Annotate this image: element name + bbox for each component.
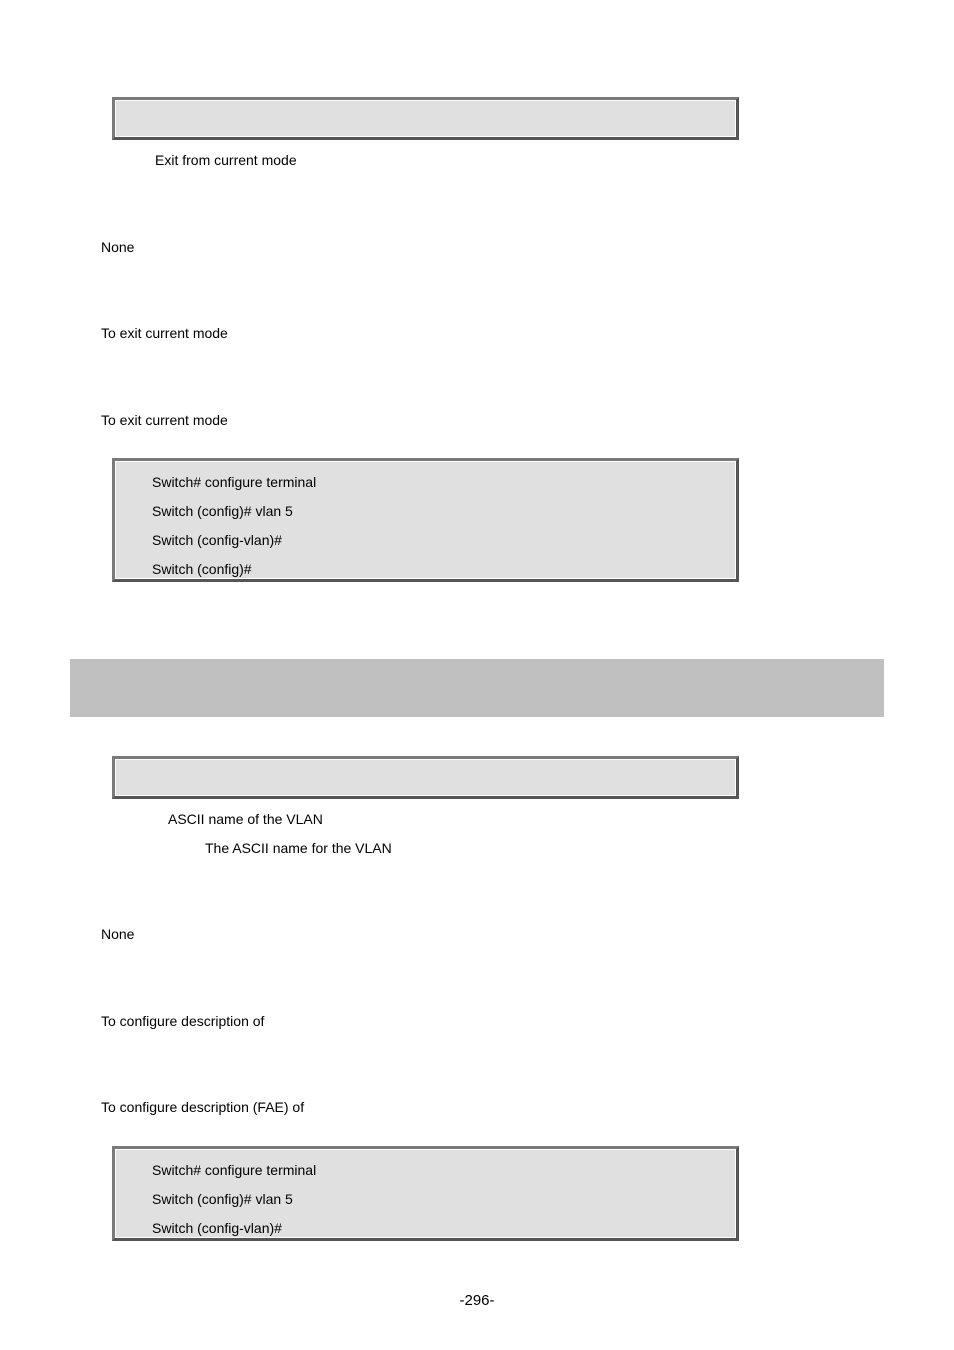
- section-heading-band: [70, 659, 884, 717]
- example-description: To configure description (FAE) of: [101, 1099, 305, 1115]
- parameter-name-description: ASCII name of the VLAN: [168, 811, 323, 827]
- default-value: None: [101, 239, 135, 255]
- usage-text: To exit current mode: [101, 325, 228, 341]
- syntax-box: [112, 756, 739, 799]
- parameter-value-description: The ASCII name for the VLAN: [205, 840, 392, 856]
- example-line: Switch (config-vlan)#: [152, 1220, 282, 1236]
- example-box: [112, 458, 739, 582]
- example-line: Switch# configure terminal: [152, 1162, 317, 1178]
- example-box: [112, 1146, 739, 1241]
- example-line: Switch (config-vlan)#: [152, 532, 282, 548]
- parameter-description: Exit from current mode: [155, 152, 297, 168]
- syntax-box: [112, 97, 739, 140]
- example-line: Switch# configure terminal: [152, 474, 317, 490]
- default-value: None: [101, 926, 135, 942]
- example-line: Switch (config)#: [152, 561, 252, 577]
- usage-text: To configure description of: [101, 1013, 265, 1029]
- example-line: Switch (config)# vlan 5: [152, 503, 293, 519]
- example-line: Switch (config)# vlan 5: [152, 1191, 293, 1207]
- example-description: To exit current mode: [101, 412, 228, 428]
- page-number: -296-: [459, 1292, 495, 1309]
